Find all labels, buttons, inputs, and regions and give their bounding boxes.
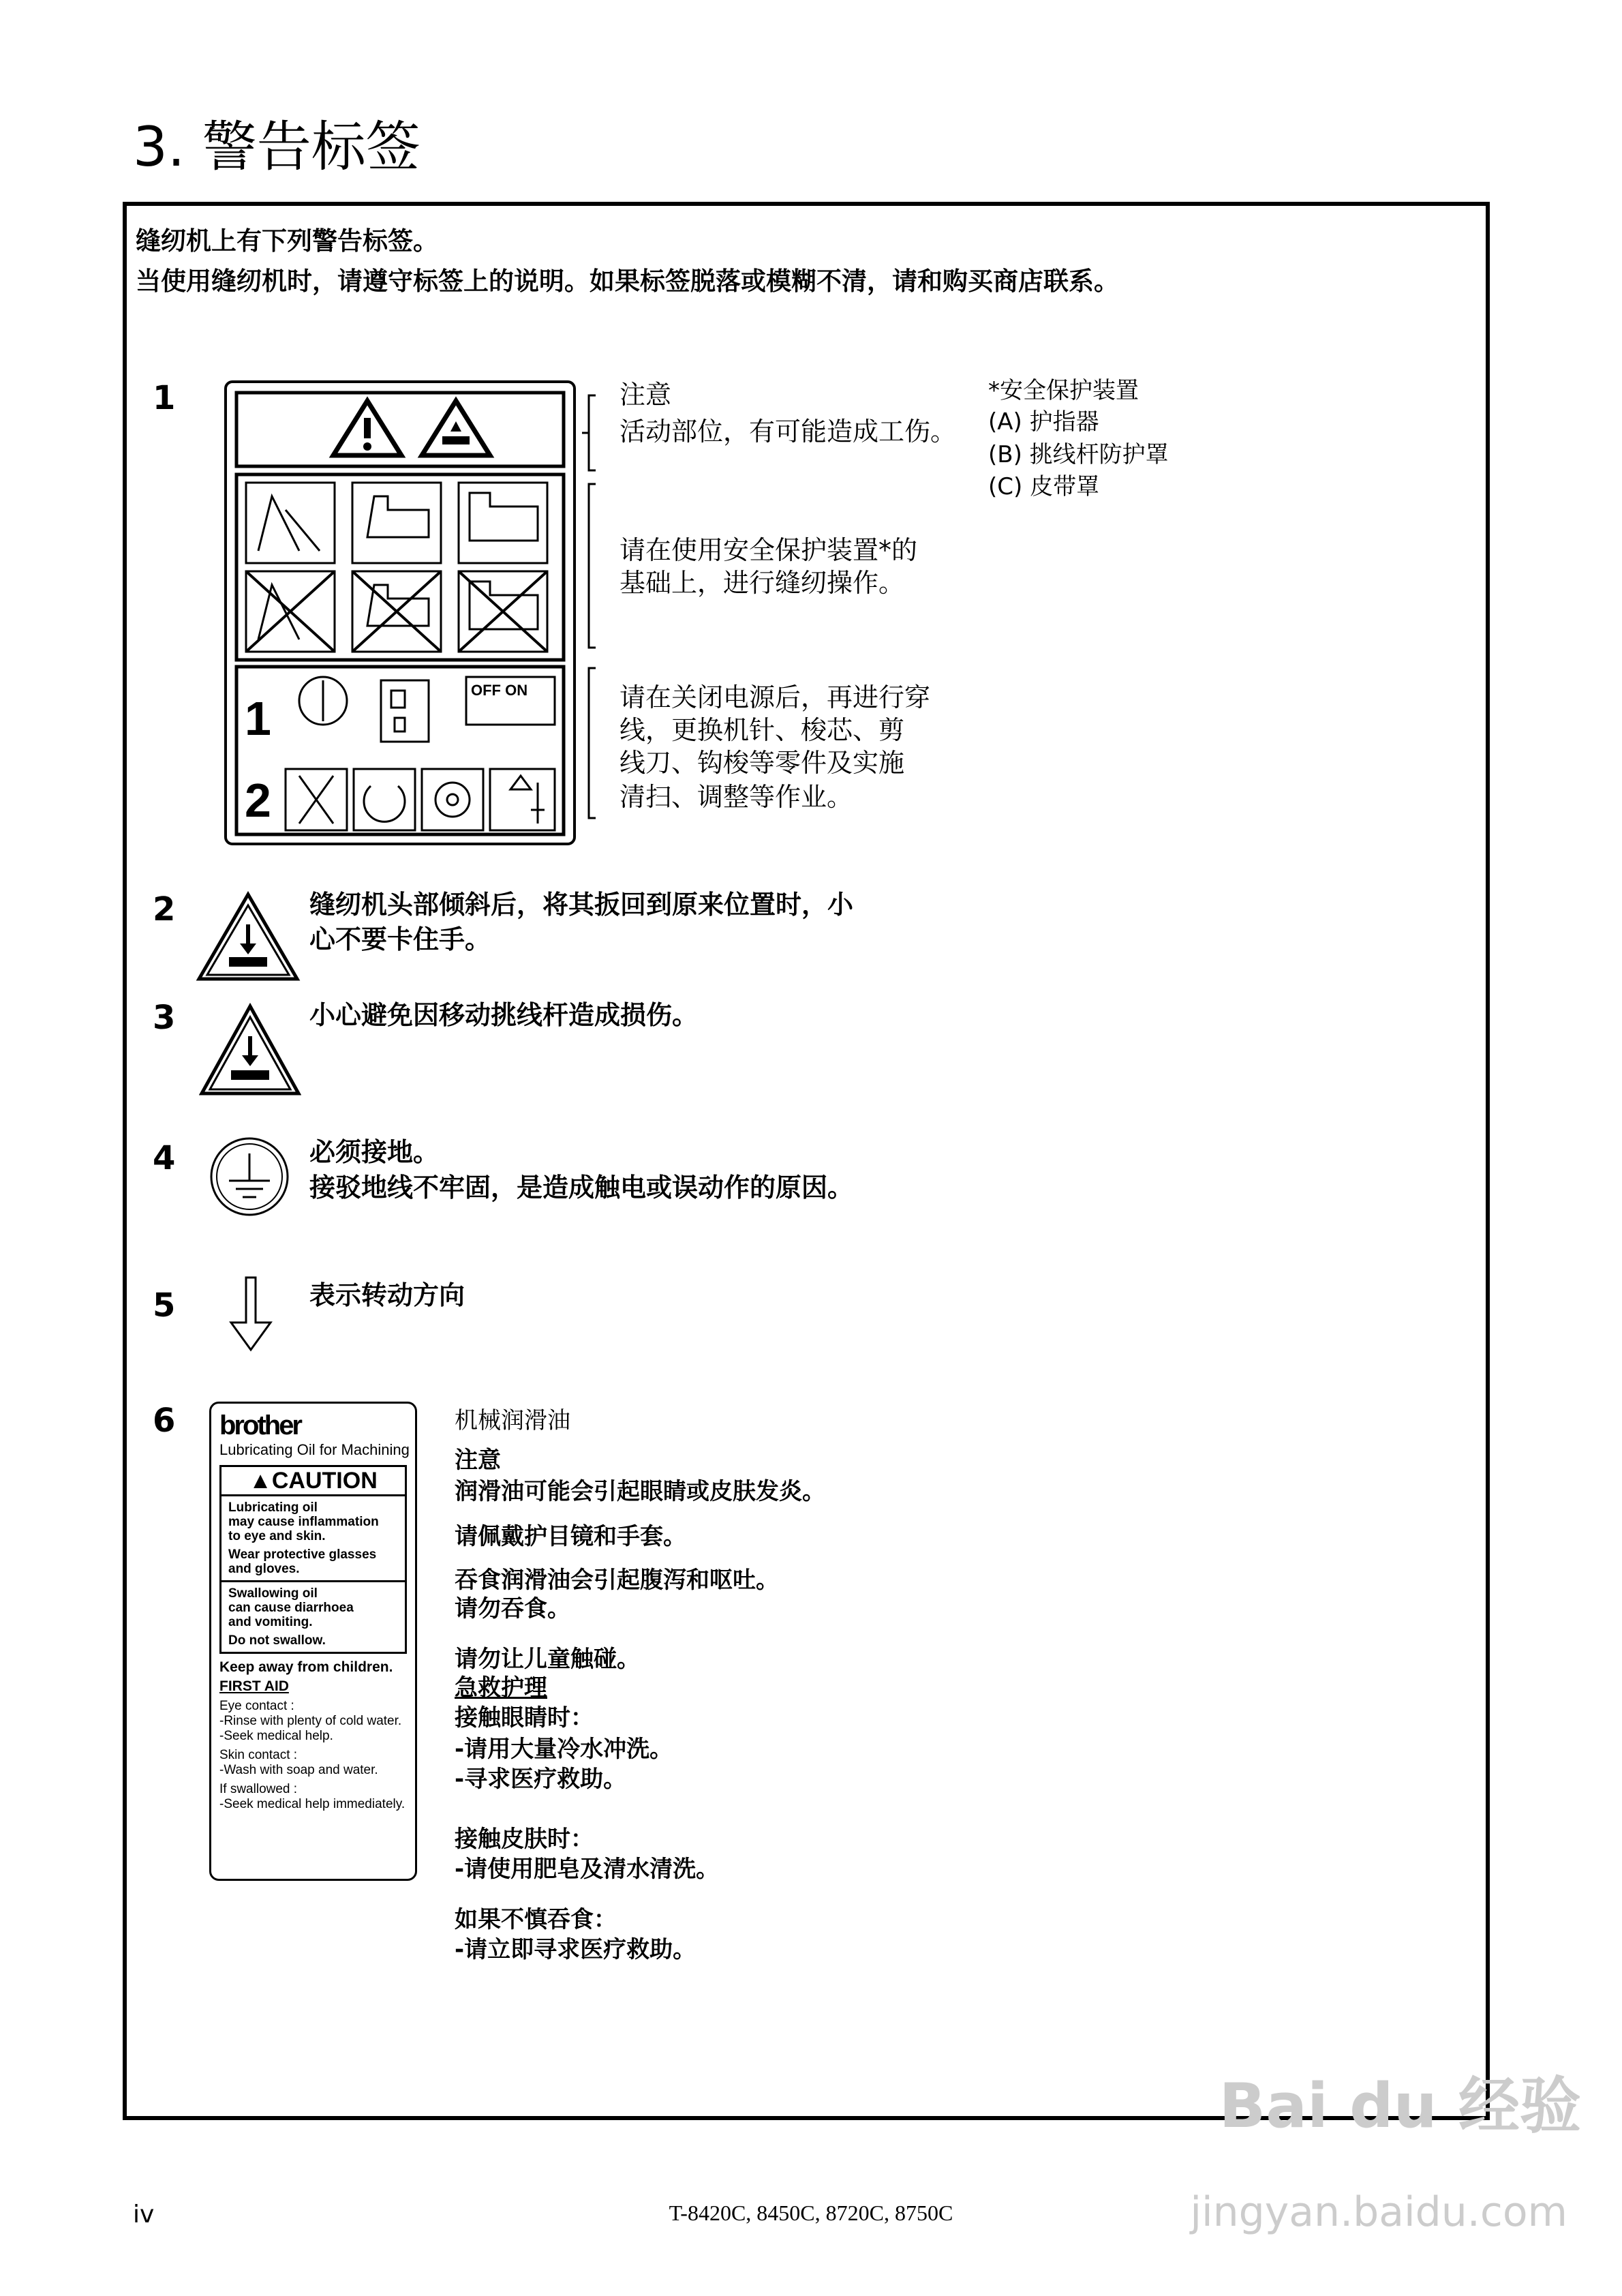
item3-text-1: 小心避免因移动挑线杆造成损伤。 (309, 1000, 699, 1030)
intro-line-2: 当使用缝纫机时，请遵守标签上的说明。如果标签脱落或模糊不清，请和购买商店联系。 (136, 267, 1119, 296)
aid-line: -Seek medical help immediately. (219, 1797, 406, 1811)
item1-text-power-4: 清扫、调整等作业。 (619, 782, 853, 812)
item6-text: 如果不慎吞食： (455, 1906, 617, 1933)
item6-text: 请佩戴护目镜和手套。 (455, 1523, 686, 1550)
item6-text: 接触皮肤时： (455, 1826, 594, 1853)
item6-text: 请勿吞食。 (455, 1595, 570, 1622)
line: to eye and skin. (228, 1529, 326, 1543)
aid-line: -Seek medical help. (219, 1729, 333, 1743)
item-number-4: 4 (153, 1139, 176, 1177)
item1-text-power-2: 线，更换机针、梭芯、剪 (619, 715, 905, 745)
caution-box (219, 1465, 407, 1654)
item-number-6: 6 (153, 1402, 176, 1440)
aid-line: Eye contact : (219, 1699, 294, 1713)
caution-section-1 (221, 1496, 405, 1580)
safety-label-1-image (224, 380, 576, 845)
rotation-direction-arrow-icon (227, 1275, 275, 1353)
hand-crush-warning-icon (195, 890, 301, 983)
intro-line-1: 缝纫机上有下列警告标签。 (136, 226, 438, 256)
label-step-2: 2 (245, 774, 271, 827)
thread-take-up-warning-icon (199, 1002, 301, 1098)
item1-text-safety-1: 请在使用安全保护装置*的 (619, 535, 918, 565)
item6-text: -寻求医疗救助。 (455, 1766, 627, 1793)
hand-hazard-icon (422, 401, 490, 455)
item6-text: 请勿让儿童触碰。 (455, 1646, 640, 1673)
item2-text-1: 缝纫机头部倾斜后，将其扳回到原来位置时，小 (309, 890, 854, 920)
caution-header (221, 1467, 405, 1496)
line: Wear protective glasses (228, 1547, 377, 1562)
page-number: iv (133, 2201, 155, 2229)
item1-text-power-3: 线刀、钩梭等零件及实施 (619, 748, 905, 778)
item6-text: 润滑油可能会引起眼睛或皮肤发炎。 (455, 1478, 825, 1505)
ground-icon (209, 1134, 290, 1219)
item6-text: -请使用肥皂及清水清洗。 (455, 1856, 720, 1883)
baidu-watermark-logo: Bai du 经验 (1219, 2070, 1581, 2142)
line: Swallowing oil (228, 1586, 318, 1601)
item6-text: 接触眼睛时： (455, 1704, 594, 1732)
line: can cause diarrhoea (228, 1601, 354, 1615)
line: Do not swallow. (228, 1633, 326, 1648)
aid-line: If swallowed : (219, 1782, 298, 1796)
item6-text: 吞食润滑油会引起腹泻和呕吐。 (455, 1567, 779, 1594)
first-aid-heading: FIRST AID (219, 1678, 289, 1694)
item-number-1: 1 (153, 379, 176, 417)
safety-device-b: (B) 挑线杆防护罩 (988, 441, 1169, 468)
warning-triangle-icon: ▲ (249, 1468, 272, 1494)
item-number-2: 2 (153, 890, 176, 928)
off-on-switch-label: OFF ON (471, 682, 528, 699)
aid-line: -Wash with soap and water. (219, 1763, 378, 1777)
warning-triangle-icon (333, 401, 401, 455)
caution-section-2 (221, 1580, 405, 1652)
aid-line: -Rinse with plenty of cold water. (219, 1714, 402, 1728)
line: and gloves. (228, 1562, 300, 1576)
model-numbers: T-8420C, 8450C, 8720C, 8750C (669, 2201, 953, 2225)
item1-text-safety-2: 基础上，进行缝纫操作。 (619, 568, 905, 598)
keep-away-text: Keep away from children. (219, 1659, 393, 1675)
item4-text-2: 接驳地线不牢固，是造成触电或误动作的原因。 (309, 1173, 854, 1203)
caution-text: CAUTION (271, 1468, 378, 1494)
page-title: 3. 警告标签 (133, 115, 420, 179)
item6-text: 注意 (455, 1447, 501, 1474)
item2-text-2: 心不要卡住手。 (309, 924, 491, 954)
item-number-5: 5 (153, 1286, 176, 1325)
item-number-3: 3 (153, 999, 176, 1037)
oil-label-subtitle: Lubricating Oil for Machining (219, 1441, 410, 1458)
baidu-watermark-url: jingyan.baidu.com (1190, 2188, 1567, 2236)
item1-text-caution: 注意 (619, 380, 672, 410)
item6-text: -请用大量冷水冲洗。 (455, 1736, 673, 1763)
item1-text-power-1: 请在关闭电源后，再进行穿 (619, 682, 931, 712)
item5-text-1: 表示转动方向 (309, 1280, 465, 1310)
line: and vomiting. (228, 1615, 313, 1629)
safety-device-c: (C) 皮带罩 (988, 473, 1100, 500)
line: Lubricating oil (228, 1500, 318, 1515)
line: may cause inflammation (228, 1515, 379, 1529)
lubricating-oil-label (209, 1402, 417, 1881)
item6-text: 机械润滑油 (455, 1407, 570, 1434)
safety-device-note-title: *安全保护装置 (988, 377, 1139, 404)
item1-text-moving-parts: 活动部位，有可能造成工伤。 (619, 417, 957, 447)
brother-logo: brother (219, 1410, 301, 1440)
item4-text-1: 必须接地。 (309, 1137, 440, 1167)
aid-line: Skin contact : (219, 1748, 298, 1762)
item6-text: -请立即寻求医疗救助。 (455, 1936, 697, 1963)
label-step-1: 1 (245, 692, 271, 745)
item6-text: 急救护理 (455, 1674, 547, 1702)
brackets (581, 389, 608, 825)
safety-device-a: (A) 护指器 (988, 408, 1099, 436)
